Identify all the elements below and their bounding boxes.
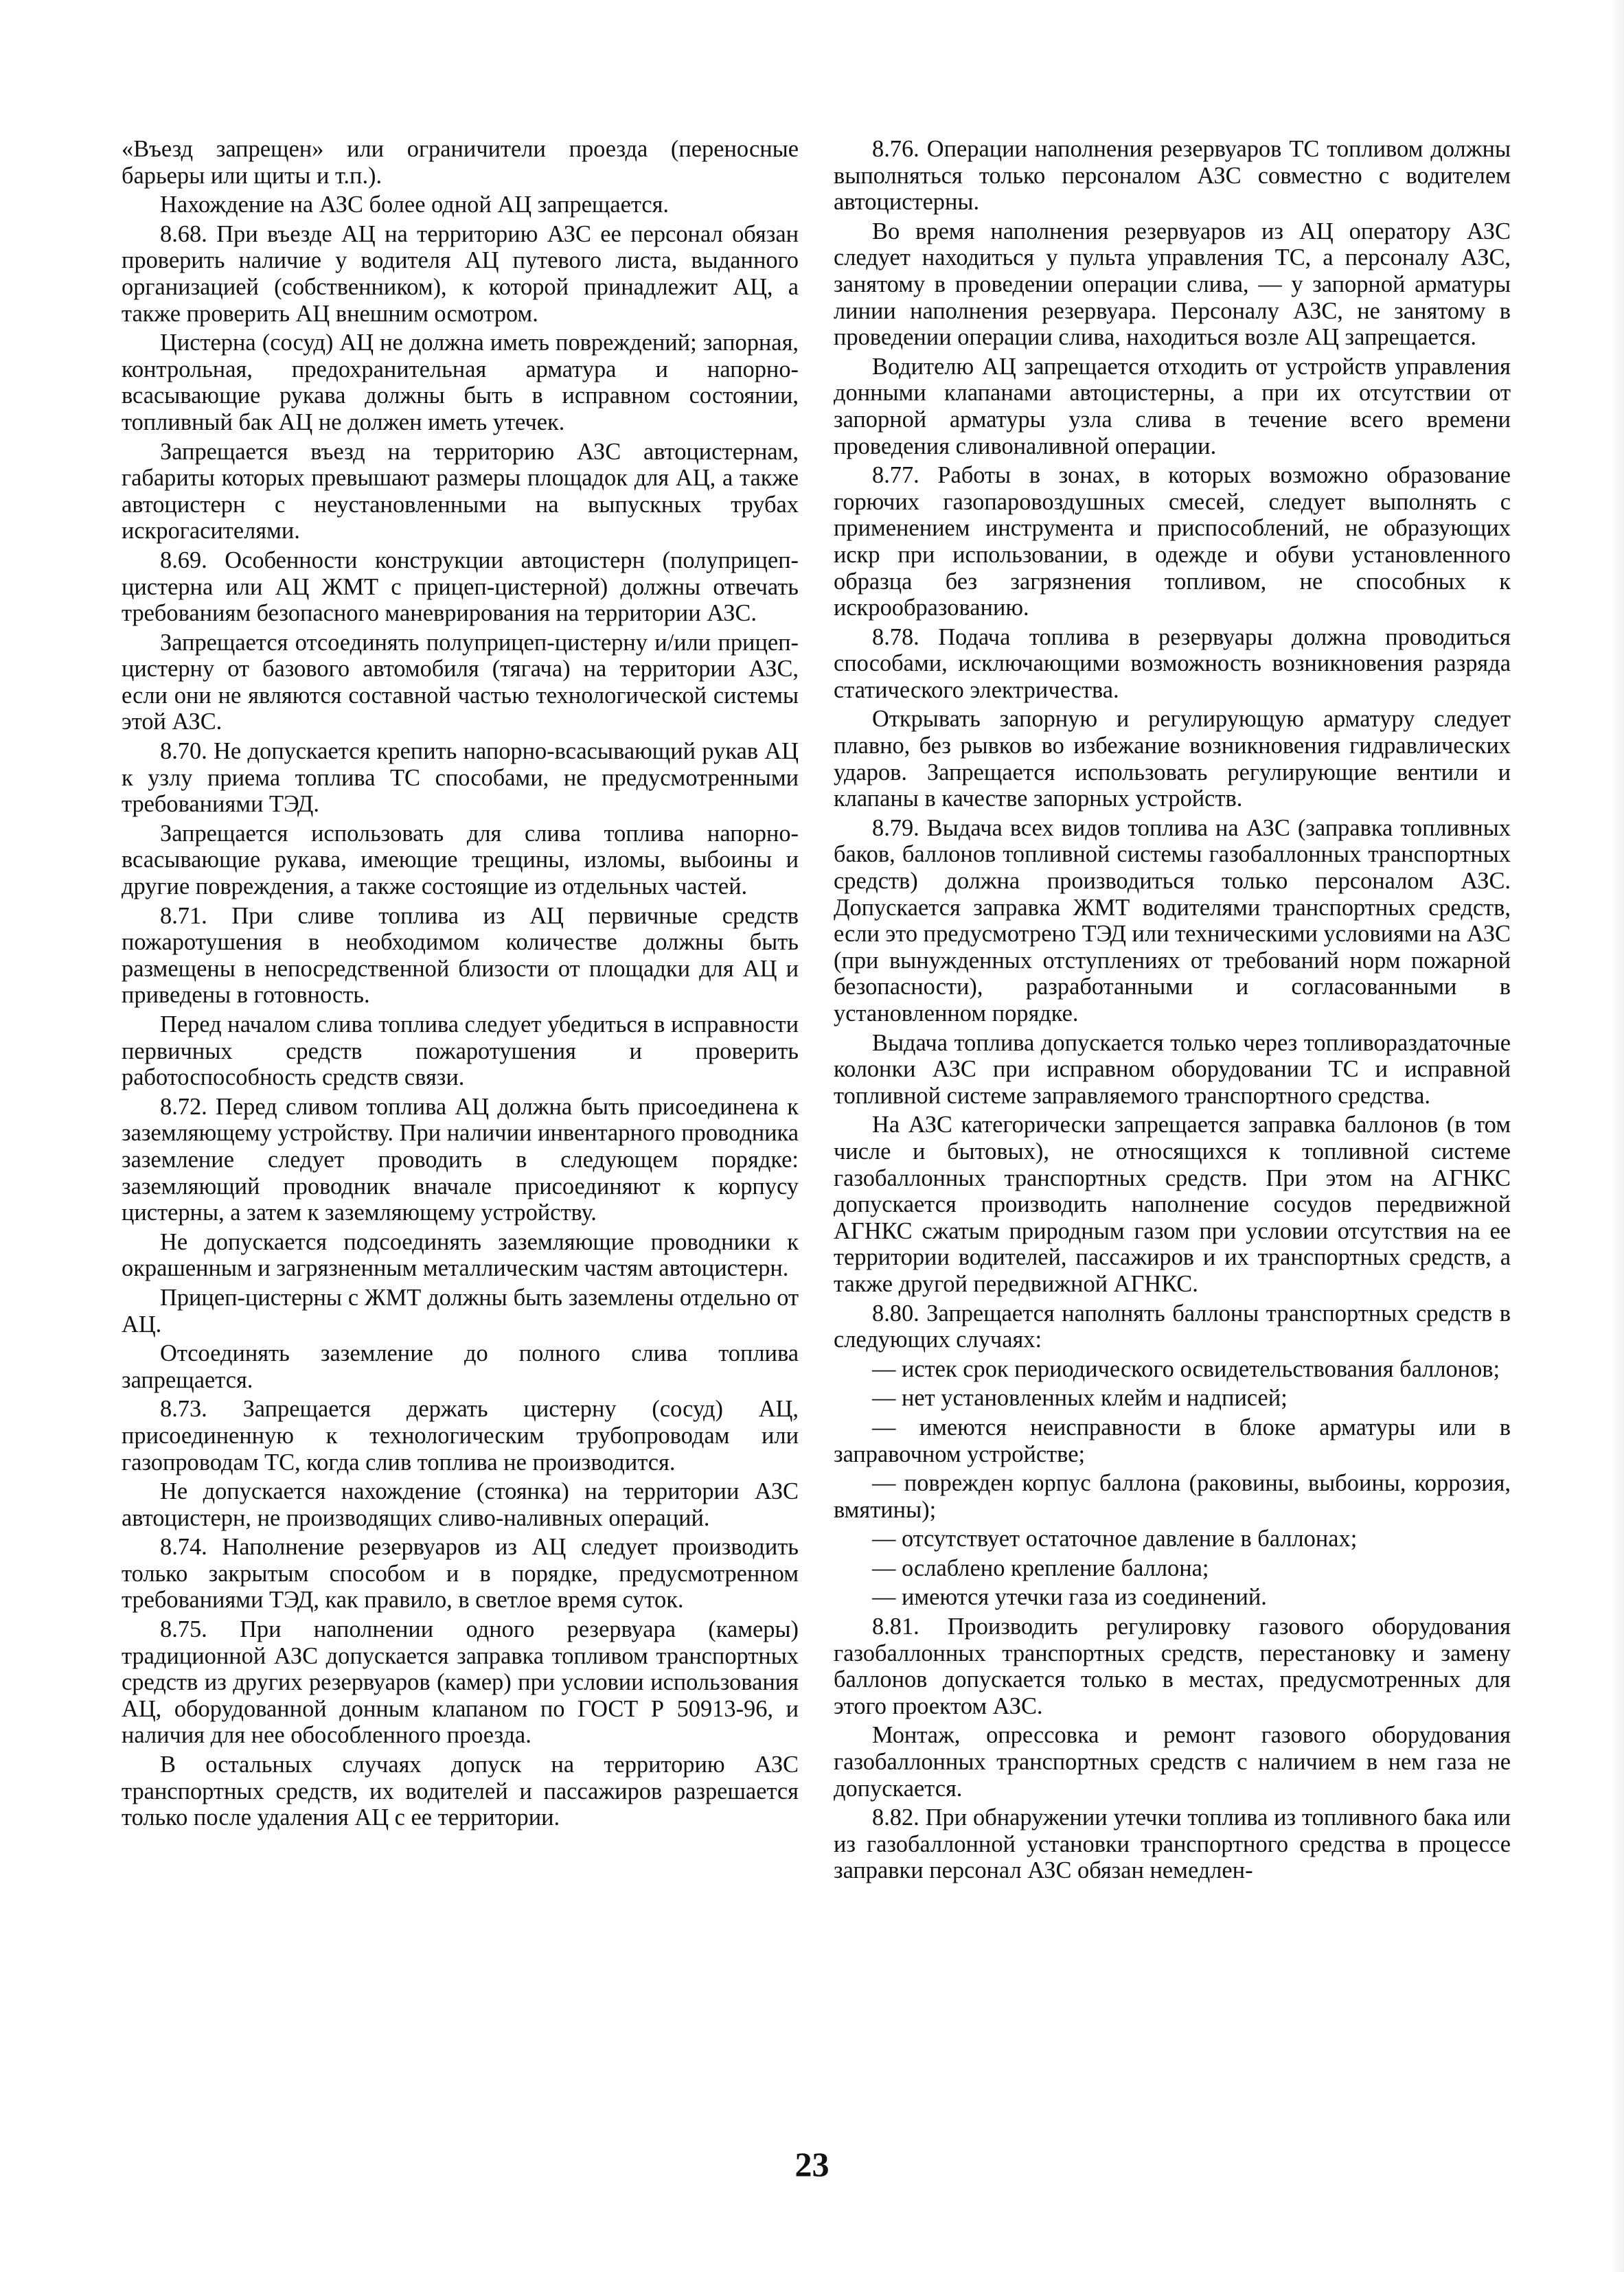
- paragraph: Перед началом слива топлива следует убедиться в исправности первичных средств пожаротушения и проверить работоспособность средств связи.: [122, 1011, 799, 1091]
- paragraph: Отсоединять заземление до полного слива топлива запрещается.: [122, 1340, 799, 1393]
- list-item: — имеются неисправности в блоке арматуры или в заправочном устройстве;: [834, 1414, 1511, 1467]
- paragraph: 8.73. Запрещается держать цистерну (сосуд) АЦ, присоединенную к технологическим трубопроводам или газопроводам ТС, когда слив топлива не производится.: [122, 1396, 799, 1476]
- paragraph: 8.68. При въезде АЦ на территорию АЗС ее персонал обязан проверить наличие у водителя АЦ путевого листа, выданного организацией (собственником), к которой принадлежит АЦ, а также проверить АЦ внешним осмотром.: [122, 220, 799, 327]
- paragraph: 8.69. Особенности конструкции автоцистерн (полуприцеп-цистерна или АЦ ЖМТ с прицеп-цистерной) должны отвечать требованиям безопасного маневрирования на территории АЗС.: [122, 547, 799, 627]
- list-item: — поврежден корпус баллона (раковины, выбоины, коррозия, вмятины);: [834, 1470, 1511, 1523]
- paragraph: «Въезд запрещен» или ограничители проезда (переносные барьеры или щиты и т.п.).: [122, 136, 799, 189]
- paragraph: Запрещается отсоединять полуприцеп-цистерну и/или прицеп-цистерну от базового автомобиля (тягача) на территории АЗС, если они не являются составной частью технологической системы этой АЗС.: [122, 629, 799, 735]
- paragraph: 8.70. Не допускается крепить напорно-всасывающий рукав АЦ к узлу приема топлива ТС способами, не предусмотренными требованиями ТЭД.: [122, 738, 799, 818]
- paragraph: 8.74. Наполнение резервуаров из АЦ следует производить только закрытым способом и в порядке, предусмотренном требованиями ТЭД, как правило, в светлое время суток.: [122, 1534, 799, 1614]
- paragraph: 8.71. При сливе топлива из АЦ первичные средств пожаротушения в необходимом количестве должны быть размещены в непосредственной близости от площадки для АЦ и приведены в готовность.: [122, 902, 799, 1009]
- list-item: — отсутствует остаточное давление в баллонах;: [872, 1526, 1358, 1552]
- paragraph: 8.75. При наполнении одного резервуара (камеры) традиционной АЗС допускается заправка топливом транспортных средств из других резервуаров (камер) при условии использования АЦ, оборудованной донным клапаном по ГОСТ Р 50913-96, и наличия для нее обособленного проезда.: [122, 1616, 799, 1749]
- paragraph: 8.79. Выдача всех видов топлива на АЗС (заправка топливных баков, баллонов топливной системы газобаллонных транспортных средств) должна производиться только персоналом АЗС. Допускается заправка ЖМТ водителями транспортных средств, если это предусмотрено ТЭД или техническими условиями на АЗС (при вынужденных отступлениях от требований норм пожарной безопасности), разработанными и согласованными в установленном порядке.: [834, 814, 1511, 1026]
- paragraph: 8.82. При обнаружении утечки топлива из топливного бака или из газобаллонной установки транспортного средства в процессе заправки персонал АЗС обязан немедлен-: [834, 1804, 1511, 1884]
- left-column: [122, 136, 799, 1834]
- paragraph: Монтаж, опрессовка и ремонт газового оборудования газобаллонных транспортных средств с наличием в нем газа не допускается.: [834, 1722, 1511, 1802]
- paragraph: Запрещается использовать для слива топлива напорно-всасывающие рукава, имеющие трещины, изломы, выбоины и другие повреждения, а также состоящие из отдельных частей.: [122, 820, 799, 900]
- list-item: — нет установленных клейм и надписей;: [872, 1385, 1288, 1412]
- page-number: 23: [794, 2145, 830, 2183]
- paragraph: Не допускается подсоединять заземляющие проводники к окрашенным и загрязненным металлическим частям автоцистерн.: [122, 1228, 799, 1282]
- paragraph: На АЗС категорически запрещается заправка баллонов (в том числе и бытовых), не относящихся к топливной системе газобаллонных транспортных средств. При этом на АГНКС допускается производить наполнение сосудов передвижной АГНКС сжатым природным газом при условии отсутствия на ее территории водителей, пассажиров и их транспортных средств, а также другой передвижной АГНКС.: [834, 1112, 1511, 1297]
- paragraph: Выдача топлива допускается только через топливораздаточные колонки АЗС при исправном оборудовании ТС и исправной топливной системе заправляемого транспортного средства.: [834, 1029, 1511, 1109]
- paragraph: Водителю АЦ запрещается отходить от устройств управления донными клапанами автоцистерны, а при их отсутствии от запорной арматуры узла слива в течение всего времени проведения сливоналивной операции.: [834, 353, 1511, 459]
- paragraph: 8.80. Запрещается наполнять баллоны транспортных средств в следующих случаях:: [834, 1300, 1511, 1353]
- list-item: — истек срок периодического освидетельствования баллонов;: [872, 1355, 1500, 1382]
- paragraph: Прицеп-цистерны с ЖМТ должны быть заземлены отдельно от АЦ.: [122, 1284, 799, 1338]
- paragraph: 8.76. Операции наполнения резервуаров ТС топливом должны выполняться только персоналом АЗС совместно с водителем автоцистерны.: [834, 136, 1511, 216]
- paragraph: Нахождение на АЗС более одной АЦ запрещается.: [160, 192, 670, 218]
- list-item: — ослаблено крепление баллона;: [872, 1554, 1209, 1581]
- paragraph: В остальных случаях допуск на территорию АЗС транспортных средств, их водителей и пассажиров разрешается только после удаления АЦ с ее территории.: [122, 1752, 799, 1831]
- paragraph: Открывать запорную и регулирующую арматуру следует плавно, без рывков во избежание возникновения гидравлических ударов. Запрещается использовать регулирующие вентили и клапаны в качестве запорных устройств.: [834, 706, 1511, 812]
- paragraph: Не допускается нахождение (стоянка) на территории АЗС автоцистерн, не производящих сливо-наливных операций.: [122, 1478, 799, 1531]
- scan-edge-shadow: [1612, 0, 1624, 2272]
- paragraph: Цистерна (сосуд) АЦ не должна иметь повреждений; запорная, контрольная, предохранительная арматура и напорно-всасывающие рукава должны быть в исправном состоянии, топливный бак АЦ не должен иметь утечек.: [122, 330, 799, 435]
- paragraph: 8.81. Производить регулировку газового оборудования газобаллонных транспортных средств, перестановку и замену баллонов допускается только в местах, предусмотренных для этого проектом АЗС.: [834, 1614, 1511, 1719]
- paragraph: 8.78. Подача топлива в резервуары должна проводиться способами, исключающими возможность возникновения разряда статического электричества.: [834, 623, 1511, 703]
- paragraph: Во время наполнения резервуаров из АЦ оператору АЗС следует находиться у пульта управления ТС, а персоналу АЗС, занятому в проведении операции слива, — у запорной арматуры линии наполнения резервуара. Персоналу АЗС, не занятому в проведении операции слива, находиться возле АЦ запрещается.: [834, 218, 1511, 351]
- right-column: [834, 136, 1511, 1887]
- paragraph: 8.77. Работы в зонах, в которых возможно образование горючих газопаровоздушных смесей, следует выполнять с применением инструмента и приспособлений, не образующих искр при использовании, в одежде и обуви установленного образца без загрязнения топливом, не способных к искрообразованию.: [834, 462, 1511, 621]
- list-item: — имеются утечки газа из соединений.: [872, 1584, 1267, 1611]
- paragraph: 8.72. Перед сливом топлива АЦ должна быть присоединена к заземляющему устройству. При наличии инвентарного проводника заземление следует проводить в следующем порядке: заземляющий проводник вначале присоединяют к корпусу цистерны, а затем к заземляющему устройству.: [122, 1093, 799, 1226]
- paragraph: Запрещается въезд на территорию АЗС автоцистернам, габариты которых превышают размеры площадок для АЦ, а также автоцистерн с неустановленными на выпускных трубах искрогасителями.: [122, 438, 799, 544]
